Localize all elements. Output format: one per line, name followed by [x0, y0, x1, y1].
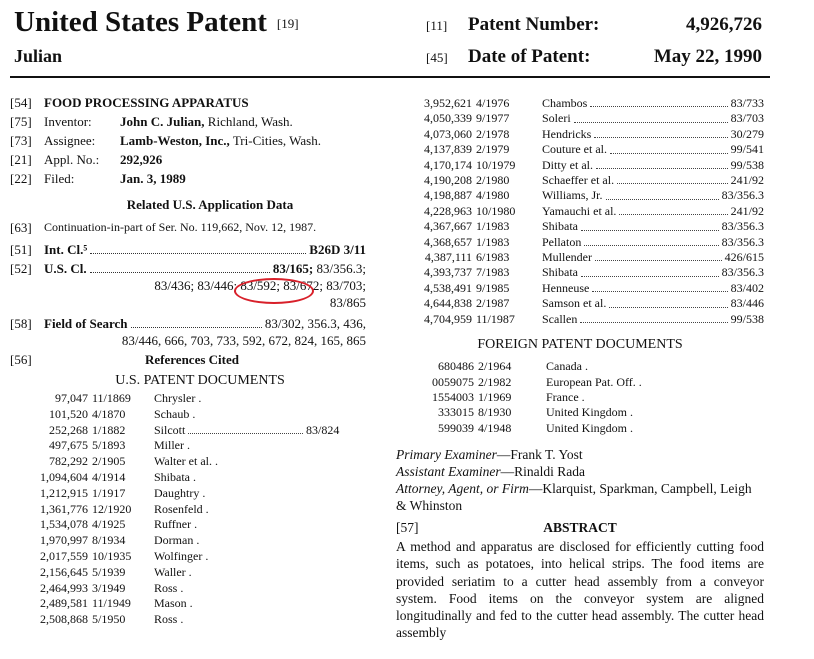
uscl-label: U.S. Cl.: [44, 261, 87, 276]
related-heading: Related U.S. Application Data: [126, 197, 294, 212]
ref-name: Miller .: [154, 438, 190, 453]
field-appl: [10, 151, 370, 168]
reference-row: [10, 517, 362, 533]
ref-date: 1/1983: [476, 219, 510, 234]
assignee-location: Tri-Cities, Wash.: [232, 133, 321, 148]
header-rule: [10, 76, 770, 78]
ref-date: 8/1930: [478, 405, 512, 420]
ref-class: 83/446: [730, 296, 764, 311]
ref-num: 101,520: [49, 406, 88, 421]
ref-num: 782,292: [49, 454, 88, 469]
ref-name: Soleri: [542, 111, 571, 126]
leader-dots: [592, 281, 727, 292]
uscl-secondary: 83/356.3;: [316, 261, 366, 276]
assistant-examiner: [396, 463, 764, 480]
ref-date: 9/1977: [476, 111, 510, 126]
ref-name: Mason .: [154, 596, 193, 611]
ref-date: 2/1964: [478, 359, 512, 374]
title-text: United States Patent: [14, 6, 267, 38]
field-code: [56]: [10, 352, 32, 367]
ref-name: Ross .: [154, 580, 184, 595]
field-code: [73]: [10, 133, 32, 148]
leader-dots: [610, 142, 728, 153]
patent-number-code: [11]: [426, 18, 448, 33]
ref-class: 426/615: [724, 250, 764, 265]
inventor-name: John C. Julian,: [120, 114, 205, 129]
reference-row: [396, 405, 764, 420]
ref-name: Hendricks: [542, 126, 592, 141]
ref-name: Yamauchi et al.: [542, 203, 617, 218]
ref-date: 9/1985: [476, 280, 510, 295]
ref-num: 333015: [438, 405, 474, 420]
refs-heading: References Cited: [145, 352, 239, 367]
ref-date: 4/1976: [476, 96, 510, 110]
foreign-heading: FOREIGN PATENT DOCUMENTS: [477, 337, 683, 353]
ref-name: Ross .: [154, 612, 184, 627]
leader-dots: [580, 312, 727, 323]
reference-row: [396, 375, 764, 390]
ref-date: 11/1987: [476, 311, 515, 326]
ref-class: 83/733: [730, 96, 764, 110]
patent-number-row: [426, 14, 762, 36]
leader-dots: [574, 111, 728, 122]
leader-dots: [581, 219, 719, 230]
reference-row: [10, 407, 362, 423]
reference-row: [396, 281, 764, 296]
leader-dots: [590, 96, 727, 107]
annotation-circle: [234, 278, 314, 304]
ref-num: 4,387,111: [424, 250, 472, 265]
ref-class: 83/356.3: [721, 188, 764, 203]
ref-num: 4,198,887: [424, 188, 472, 203]
search-value: 83/302, 356.3, 436,: [264, 316, 366, 331]
leader-dots: [606, 188, 719, 199]
ref-date: 1/1882: [92, 422, 126, 437]
ref-num: 0059075: [432, 374, 474, 389]
ref-class: 83/703: [730, 111, 764, 126]
continuation-text: Continuation-in-part of Ser. No. 119,662, Nov. 12, 1987.: [44, 220, 317, 234]
filed-date: Jan. 3, 1989: [120, 171, 186, 186]
ref-name: Daughtry .: [154, 485, 206, 500]
reference-row: [10, 391, 362, 407]
ref-date: 10/1979: [476, 157, 516, 172]
field-code: [51]: [10, 242, 32, 257]
field-assignee: [10, 132, 370, 149]
primary-label: Primary Examiner: [396, 447, 497, 463]
field-search: [10, 315, 370, 349]
ref-num: 2,508,868: [40, 612, 88, 627]
field-label: Appl. No.:: [44, 152, 100, 167]
field-code: [21]: [10, 152, 32, 167]
ref-name: Ruffner .: [154, 517, 198, 532]
field-uscl: [10, 260, 370, 311]
patent-number: 4,926,726: [686, 14, 762, 35]
appl-number: 292,926: [120, 152, 163, 167]
reference-row: [10, 533, 362, 549]
ref-num: 4,538,491: [424, 280, 472, 295]
ref-name: Williams, Jr.: [542, 188, 603, 203]
ref-name: Shibata: [542, 265, 578, 280]
ref-class: 83/356.3: [721, 234, 764, 249]
ref-name: Wolfinger .: [154, 548, 209, 563]
reference-row: [10, 549, 362, 565]
ref-date: 5/1950: [92, 612, 126, 627]
us-refs-right-list: [396, 96, 764, 327]
leader-dots: [594, 127, 727, 138]
ref-num: 1,970,997: [40, 533, 88, 548]
ref-num: 4,137,839: [424, 142, 472, 157]
right-column: [396, 96, 764, 641]
ref-num: 2,489,581: [40, 596, 88, 611]
field-label: Assignee:: [44, 133, 96, 148]
date-label: Date of Patent:: [468, 46, 591, 67]
uscl-line2: 83/436; 83/446; 83/592; 83/672; 83/703;: [154, 278, 366, 293]
date-of-patent-row: [426, 46, 762, 68]
reference-row: [396, 173, 764, 188]
intcl-value: B26D 3/11: [309, 242, 366, 257]
date-code: [45]: [426, 50, 448, 65]
field-code: [75]: [10, 114, 32, 129]
attorney-name: —Klarquist, Sparkman, Campbell, Leigh & Whinston: [396, 481, 752, 514]
ref-name: Shibata .: [154, 469, 196, 484]
ref-date: 10/1935: [92, 548, 132, 563]
leader-dots: [619, 204, 727, 215]
ref-name: United Kingdom .: [546, 420, 633, 435]
ref-class: 241/92: [730, 173, 764, 188]
ref-date: 5/1939: [92, 564, 126, 579]
field-label: Filed:: [44, 171, 75, 186]
field-code: [52]: [10, 261, 32, 276]
attorney-label: Attorney, Agent, or Firm: [396, 481, 529, 497]
ref-date: 4/1980: [476, 188, 510, 203]
ref-num: 4,190,208: [424, 173, 472, 188]
ref-date: 6/1983: [476, 250, 510, 265]
ref-name: Waller .: [154, 564, 192, 579]
reference-row: [10, 502, 362, 518]
reference-row: [396, 111, 764, 126]
ref-date: 4/1914: [92, 469, 126, 484]
us-refs-left-list: [10, 391, 362, 628]
field-code: [22]: [10, 171, 32, 186]
reference-row: [396, 265, 764, 280]
ref-class: 30/279: [730, 126, 764, 141]
ref-class: 83/402: [730, 280, 764, 295]
left-column: [10, 92, 370, 628]
field-intcl: [10, 241, 370, 258]
ref-class: 241/92: [730, 203, 764, 218]
ref-date: 2/1980: [476, 173, 510, 188]
inventor-location: Richland, Wash.: [207, 114, 293, 129]
ref-name: European Pat. Off. .: [546, 374, 642, 389]
ref-date: 11/1869: [92, 391, 131, 405]
ref-date: 5/1893: [92, 438, 126, 453]
ref-num: 1,361,776: [40, 501, 88, 516]
reference-row: [396, 96, 764, 111]
ref-num: 97,047: [55, 391, 88, 405]
ref-date: 2/1905: [92, 454, 126, 469]
ref-class: 99/541: [730, 142, 764, 157]
primary-name: —Frank T. Yost: [496, 447, 583, 463]
ref-name: Scallen: [542, 311, 578, 326]
foreign-refs-list: [396, 359, 764, 436]
reference-row: [396, 142, 764, 157]
field-label: Inventor:: [44, 114, 92, 129]
reference-row: [396, 127, 764, 142]
ref-num: 4,367,667: [424, 219, 472, 234]
ref-date: 1/1983: [476, 234, 510, 249]
reference-row: [10, 612, 362, 628]
ref-num: 2,017,559: [40, 548, 88, 563]
reference-row: [10, 581, 362, 597]
ref-num: 1,094,604: [40, 469, 88, 484]
ref-date: 12/1920: [92, 501, 132, 516]
leader-dots: [584, 235, 718, 246]
ref-num: 680486: [438, 359, 474, 374]
ref-num: 4,644,838: [424, 296, 472, 311]
ref-class: 83/824: [306, 422, 340, 437]
reference-row: [396, 188, 764, 203]
primary-examiner: [396, 446, 764, 463]
ref-date: 1/1969: [478, 389, 512, 404]
ref-name: Ditty et al.: [542, 157, 593, 172]
ref-date: 2/1982: [478, 374, 512, 389]
assistant-label: Assistant Examiner: [396, 464, 501, 480]
assistant-name: —Rinaldi Rada: [500, 464, 585, 480]
reference-row: [10, 423, 362, 439]
ref-num: 1554003: [432, 389, 474, 404]
field-inventor: [10, 113, 370, 130]
us-docs-heading: U.S. PATENT DOCUMENTS: [115, 373, 285, 388]
ref-date: 4/1948: [478, 420, 512, 435]
ref-num: 2,464,993: [40, 580, 88, 595]
reference-row: [10, 565, 362, 581]
patent-number-label: Patent Number:: [468, 14, 600, 35]
search-label: Field of Search: [44, 316, 128, 331]
field-title: [10, 94, 370, 111]
uscl-line3: 83/865: [329, 295, 366, 310]
ref-name: Canada .: [546, 359, 588, 374]
ref-num: 599039: [438, 420, 474, 435]
ref-class: 99/538: [730, 311, 764, 326]
leader-dots: [596, 158, 728, 169]
ref-num: 4,368,657: [424, 234, 472, 249]
ref-date: 2/1978: [476, 126, 510, 141]
ref-num: 4,393,737: [424, 265, 472, 280]
ref-num: 4,704,959: [424, 311, 472, 326]
ref-num: 252,268: [49, 422, 88, 437]
date-of-patent: May 22, 1990: [653, 46, 762, 67]
reference-row: [396, 235, 764, 250]
abstract-heading-row: [396, 520, 764, 536]
ref-num: 3,952,621: [424, 96, 472, 110]
reference-row: [396, 204, 764, 219]
patent-header-title: [14, 6, 299, 39]
attorney: [396, 480, 764, 514]
ref-name: Silcott: [154, 422, 186, 437]
ref-name: France .: [546, 389, 585, 404]
ref-name: Schaub .: [154, 406, 196, 421]
ref-name: Couture et al.: [542, 142, 607, 157]
ref-date: 2/1987: [476, 296, 510, 311]
ref-class: 99/538: [730, 157, 764, 172]
ref-name: Rosenfeld .: [154, 501, 209, 516]
reference-row: [10, 454, 362, 470]
field-code: [58]: [10, 316, 32, 331]
ref-date: 2/1979: [476, 142, 510, 157]
ref-name: Dorman .: [154, 533, 200, 548]
leader-dots: [617, 173, 728, 184]
ref-name: Pellaton: [542, 234, 582, 249]
ref-date: 7/1983: [476, 265, 510, 280]
field-filed: [10, 170, 370, 187]
ref-class: 83/356.3: [721, 219, 764, 234]
reference-row: [396, 359, 764, 374]
ref-name: Henneuse: [542, 280, 590, 295]
leader-dots: [609, 296, 727, 307]
reference-row: [396, 421, 764, 436]
leader-dots: [188, 423, 303, 435]
abstract-heading: ABSTRACT: [543, 520, 617, 536]
assignee-name: Lamb-Weston, Inc.,: [120, 133, 230, 148]
ref-date: 1/1917: [92, 485, 126, 500]
reference-row: [10, 596, 362, 612]
ref-name: Samson et al.: [542, 296, 607, 311]
ref-num: 497,675: [49, 438, 88, 453]
field-continuation: [10, 220, 370, 235]
ref-name: Chrysler .: [154, 391, 202, 405]
ref-name: Mullender: [542, 250, 592, 265]
field-refs: [10, 351, 370, 368]
reference-row: [396, 296, 764, 311]
title-code: [19]: [276, 16, 299, 32]
ref-num: 2,156,645: [40, 564, 88, 579]
ref-name: Walter et al. .: [154, 454, 219, 469]
reference-row: [396, 250, 764, 265]
ref-date: 8/1934: [92, 533, 126, 548]
ref-num: 1,212,915: [40, 485, 88, 500]
ref-num: 4,050,339: [424, 111, 472, 126]
ref-num: 4,073,060: [424, 126, 472, 141]
reference-row: [396, 312, 764, 327]
reference-row: [396, 390, 764, 405]
field-code: [63]: [10, 220, 32, 235]
abstract-text: A method and apparatus are disclosed for efficiently cutting food items, such as potatoes, into helical strips. The food items are provided seriatim to a cutter head assembly from a conveyor system. Food items on the conveyor system are aligned longitudinally and fed to the cutter head assembly. The cutter head assembly: [396, 539, 764, 641]
uscl-primary: 83/165;: [272, 261, 314, 276]
ref-name: Schaeffer et al.: [542, 173, 615, 188]
ref-name: Chambos: [542, 96, 588, 110]
reference-row: [396, 219, 764, 234]
ref-num: 4,228,963: [424, 203, 472, 218]
search-line2: 83/446, 666, 703, 733, 592, 672, 824, 165, 865: [121, 333, 366, 348]
examiners: [396, 446, 764, 514]
ref-date: 3/1949: [92, 580, 126, 595]
reference-row: [396, 158, 764, 173]
reference-row: [10, 438, 362, 454]
abstract-code: [57]: [396, 520, 419, 536]
reference-row: [10, 470, 362, 486]
ref-num: 4,170,174: [424, 157, 472, 172]
inventor-surname: Julian: [14, 46, 63, 66]
ref-date: 4/1925: [92, 517, 126, 532]
field-code: [54]: [10, 95, 32, 110]
invention-title: FOOD PROCESSING APPARATUS: [44, 95, 249, 110]
ref-num: 1,534,078: [40, 517, 88, 532]
ref-name: United Kingdom .: [546, 405, 633, 420]
leader-dots: [595, 250, 722, 261]
ref-name: Shibata: [542, 219, 578, 234]
ref-date: 4/1870: [92, 406, 126, 421]
leader-dots: [581, 265, 719, 276]
ref-date: 11/1949: [92, 596, 131, 611]
intcl-label: Int. Cl.⁵: [44, 242, 88, 257]
reference-row: [10, 486, 362, 502]
ref-class: 83/356.3: [721, 265, 764, 280]
ref-date: 10/1980: [476, 203, 516, 218]
